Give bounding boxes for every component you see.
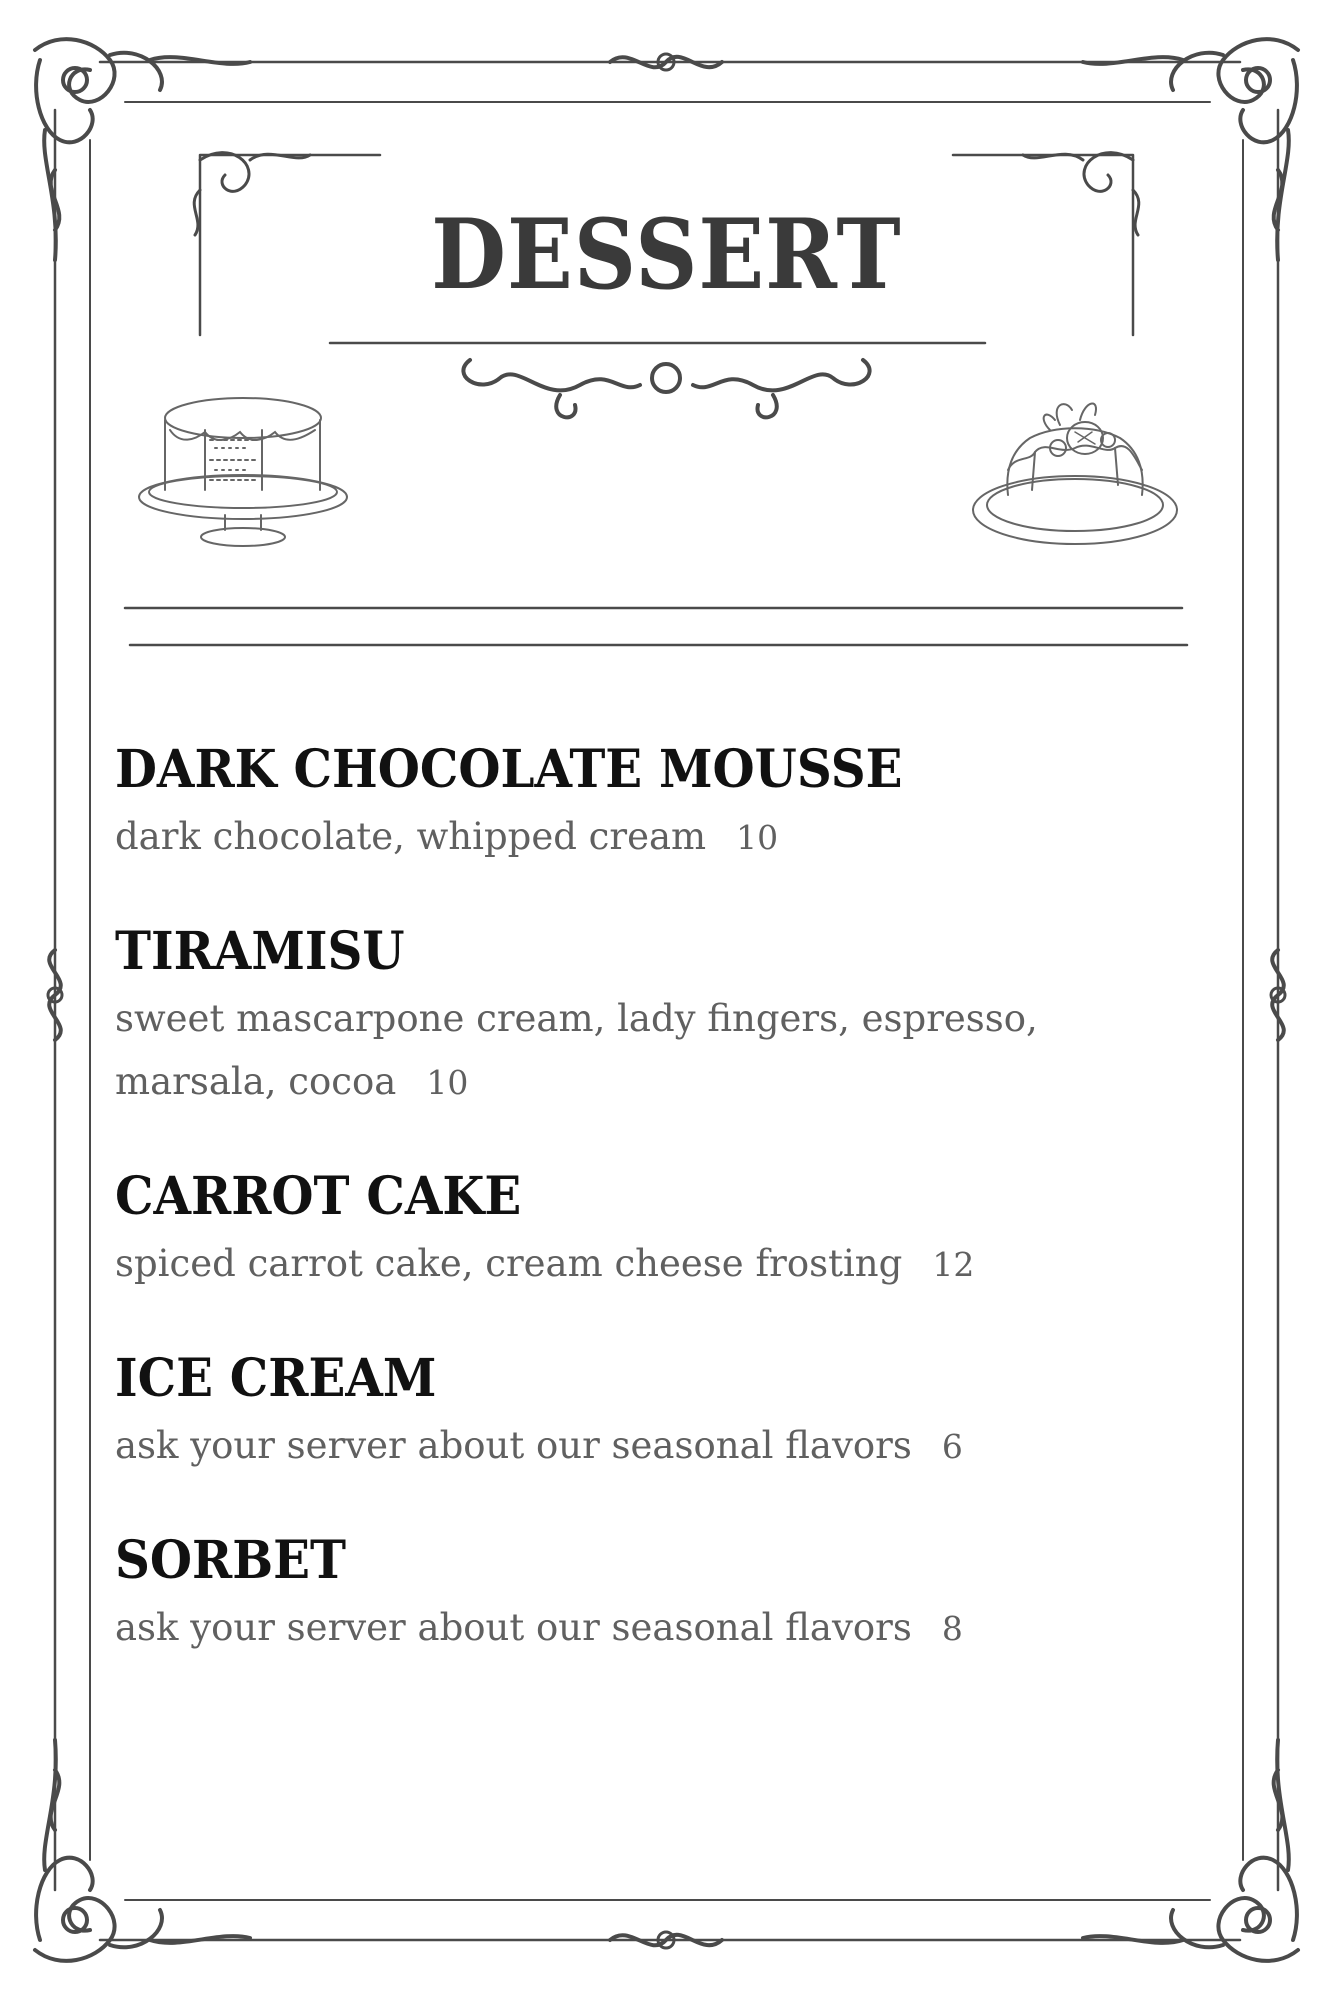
item-description: ask your server about our seasonal flavors 8 [115, 1606, 963, 1649]
menu-title: DESSERT [431, 198, 902, 311]
item-description: spiced carrot cake, cream cheese frosting 12 [115, 1242, 975, 1285]
item-price: 12 [932, 1245, 975, 1284]
item-name: DARK CHOCOLATE MOUSSE [115, 739, 903, 800]
item-price: 10 [736, 818, 779, 857]
item-name: TIRAMISU [115, 921, 405, 982]
pudding-illustration [973, 404, 1177, 544]
item-description: dark chocolate, whipped cream 10 [115, 815, 779, 858]
layer-cake-illustration [139, 398, 347, 546]
item-name: ICE CREAM [115, 1348, 437, 1409]
menu-item [115, 1526, 1165, 1660]
corner-ornament-bottom-left [35, 1740, 250, 1961]
item-name: CARROT CAKE [115, 1166, 522, 1227]
menu-item [115, 917, 1165, 1114]
menu-item [115, 1162, 1165, 1296]
item-name: SORBET [115, 1530, 346, 1591]
item-description: ask your server about our seasonal flavors 6 [115, 1424, 963, 1467]
corner-ornament-bottom-right [1083, 1740, 1298, 1961]
title-scroll-flourish [463, 360, 869, 417]
menu-item [115, 1344, 1165, 1478]
item-description: sweet mascarpone cream, lady fingers, espresso, marsala, cocoa 10 [115, 997, 1038, 1103]
dessert-list [115, 735, 1165, 1708]
item-price: 6 [941, 1427, 963, 1466]
menu-item [115, 735, 1165, 869]
item-price: 8 [941, 1609, 963, 1648]
item-price: 10 [426, 1063, 469, 1102]
